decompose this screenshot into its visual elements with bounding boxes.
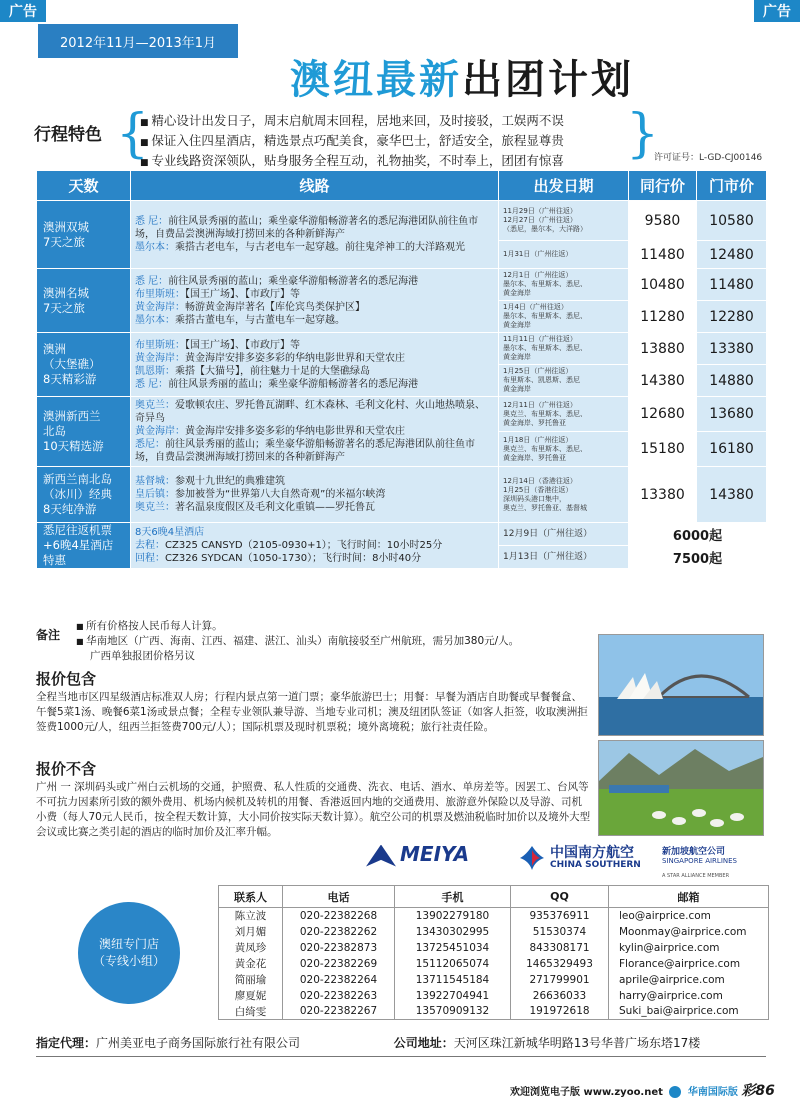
footer-rule (36, 1056, 766, 1057)
contact-row (219, 972, 769, 988)
departure-date: 1月4日（广州往返） 墨尔本、布里斯本、悉尼、 黄金海岸 (499, 301, 629, 333)
departure-date: 12月9日（广州往返） (499, 523, 629, 546)
route-desc: 前往风景秀丽的蓝山；乘坐豪华游船畅游著名的悉尼海港 (168, 378, 419, 390)
route-place: 悉 尼： (135, 275, 169, 287)
route-desc: 前往风景秀丽的蓝山；乘坐豪华游船畅游著名的悉尼海港 (168, 275, 419, 287)
store-badge (78, 902, 180, 1004)
contact-name: 黄凤珍 (219, 940, 283, 956)
contacts-table (218, 885, 769, 1020)
route-place: 布里斯班： (135, 288, 185, 300)
route-desc: 爱歌顿农庄、罗托鲁瓦湖畔、红木森林、毛利文化村、火山地热喷泉、奇异鸟 (135, 400, 485, 424)
trade-price: 11480 (629, 241, 697, 269)
schedule-table (36, 170, 767, 569)
trip-name: 澳洲 （大堡礁） 8天精彩游 (37, 333, 131, 397)
contact-name: 刘月媚 (219, 924, 283, 940)
contact-qq: 271799901 (511, 972, 609, 988)
trade-price: 10480 (629, 269, 697, 301)
footer (36, 1034, 766, 1051)
contact-phone: 020-22382263 (283, 988, 395, 1004)
meiya-logo (366, 842, 469, 867)
route-desc: 著名温泉度假区及毛利文化重镇——罗托鲁瓦 (175, 502, 375, 513)
departure-date: 11月29日（广州往返） 12月27日（广州往返） （悉尼，墨尔本，大洋路） (499, 201, 629, 241)
trip-name: 澳洲双城 7天之旅 (37, 201, 131, 269)
left-brace-icon: { (116, 104, 150, 164)
feature-item: ■ 精心设计出发日子，周末启航周末回程，居地来回，及时接驳，工娱两不误 (140, 112, 630, 132)
contact-mobile: 15112065074 (395, 956, 511, 972)
contact-mobile: 13711545184 (395, 972, 511, 988)
route-line (135, 501, 494, 514)
trade-price: 12680 (629, 397, 697, 432)
trip-route (131, 467, 499, 523)
notes-label: 备注 (36, 628, 61, 642)
route-line (135, 352, 494, 365)
route-place: 悉 尼： (135, 216, 169, 227)
agent-label: 指定代理： (36, 1036, 97, 1050)
trip-route (131, 201, 499, 269)
contact-mobile: 13902279180 (395, 908, 511, 924)
ad-tag-right: 广告 (754, 0, 800, 22)
contact-row (219, 908, 769, 924)
address: 天河区珠江新城华明路13号华普广场东塔17楼 (453, 1036, 701, 1050)
route-place: 奥克兰： (135, 400, 175, 411)
contacts-header-row (219, 886, 769, 908)
route-place: 去程： (135, 540, 165, 551)
route-line (135, 399, 494, 425)
departure-date: 1月25日（广州往返） 布里斯本、凯恩斯、悉尼 黄金海岸 (499, 365, 629, 397)
contact-email[interactable]: Moonmay@airprice.com (609, 924, 769, 940)
license-number: 许可证号：L-GD-CJ00146 (654, 153, 763, 163)
route-desc: 乘搭【大猫号】，前往魅力十足的大堡礁绿岛 (175, 365, 370, 377)
meiya-text: MEIYA (400, 842, 470, 866)
feature-item: ■ 专业线路资深领队，贴身服务全程互动，礼物抽奖，不时奉上，团团有惊喜 (140, 152, 630, 172)
contacts-header: 联系人 (219, 886, 283, 908)
contact-qq: 26636033 (511, 988, 609, 1004)
route-place: 墨尔本： (135, 314, 175, 326)
contact-name: 廖夏妮 (219, 988, 283, 1004)
contacts-header: 手机 (395, 886, 511, 908)
page-number: 彩86 (741, 1083, 775, 1099)
package-price: 6000起 (629, 523, 767, 546)
page-title (290, 48, 634, 105)
contact-email[interactable]: harry@airprice.com (609, 988, 769, 1004)
route-line (135, 365, 494, 378)
brand-text: 华南国际版 (687, 1087, 738, 1098)
route-line (135, 215, 494, 241)
route-desc: 【国王广场】、【市政厅】等 (185, 288, 300, 300)
route-desc: CZ326 SYDCAN（1050-1730）；飞行时间：8小时40分 (165, 553, 422, 564)
route-place: 黄金海岸： (135, 426, 185, 437)
departure-date: 1月31日（广州往返） (499, 241, 629, 269)
route-line (135, 378, 494, 391)
contact-row (219, 924, 769, 940)
departure-date: 12月14日（香港往返） 1月25日（香港往返） 深圳码头港口集中， 奥克兰、罗托鲁亚、基督城 (499, 467, 629, 523)
trip-name: 澳洲名城 7天之旅 (37, 269, 131, 333)
china-southern-cn: 中国南方航空 (550, 845, 634, 861)
kapok-flower-icon (518, 844, 546, 872)
trade-price: 11280 (629, 301, 697, 333)
contact-name: 白绮雯 (219, 1004, 283, 1020)
route-desc: 前往风景秀丽的蓝山；乘坐豪华游船畅游著名的悉尼海港团队前往鱼市场，自费品尝澳洲海域打捞回来的各种新鲜海产 (135, 216, 479, 240)
header-days: 天数 (37, 171, 131, 201)
departure-date: 11月11日（广州往返） 墨尔本、布里斯本、悉尼、 黄金海岸 (499, 333, 629, 365)
contact-phone: 020-22382873 (283, 940, 395, 956)
schedule-row (37, 269, 767, 301)
trade-price: 15180 (629, 432, 697, 467)
contact-qq: 51530374 (511, 924, 609, 940)
retail-price: 13680 (697, 397, 767, 432)
contact-mobile: 13922704941 (395, 988, 511, 1004)
contact-phone: 020-22382268 (283, 908, 395, 924)
feature-item: ■ 保证入住四星酒店，精选景点巧配美食，豪华巴士，舒适安全，旅程显尊贵 (140, 132, 630, 152)
notes-list (76, 619, 596, 663)
contact-phone: 020-22382262 (283, 924, 395, 940)
new-zealand-sheep-photo (598, 740, 764, 836)
route-line (135, 241, 494, 254)
route-line (135, 488, 494, 501)
contact-phone: 020-22382267 (283, 1004, 395, 1020)
trade-price: 9580 (629, 201, 697, 241)
trade-price: 14380 (629, 365, 697, 397)
address-label: 公司地址： (393, 1036, 454, 1050)
route-line (135, 288, 494, 301)
contact-name: 黄金花 (219, 956, 283, 972)
route-desc: 黄金海岸安排多姿多彩的华纳电影世界和天堂农庄 (185, 426, 405, 437)
trade-price: 13380 (629, 467, 697, 523)
departure-date: 12月1日（广州往返） 墨尔本、布里斯本、悉尼、 黄金海岸 (499, 269, 629, 301)
route-desc: 参观十九世纪的典雅建筑 (175, 476, 285, 487)
route-line (135, 301, 494, 314)
route-place: 悉尼： (135, 439, 165, 450)
route-place: 墨尔本： (135, 242, 175, 253)
contact-row (219, 988, 769, 1004)
schedule-row (37, 201, 767, 241)
title-highlight: 澳纽最新 (290, 57, 462, 103)
contact-email[interactable]: kylin@airprice.com (609, 940, 769, 956)
departure-date: 1月18日（广州往返） 奥克兰、布里斯本、悉尼、 黄金海岸、罗托鲁亚 (499, 432, 629, 467)
route-desc: 参加被誉为“世界第八大自然奇观”的米福尔峡湾 (175, 489, 386, 500)
route-place: 回程： (135, 553, 165, 564)
meiya-mark-icon (366, 845, 396, 867)
contact-phone: 020-22382264 (283, 972, 395, 988)
contact-email[interactable]: leo@airprice.com (609, 908, 769, 924)
route-desc: 【国王广场】、【市政厅】等 (185, 339, 300, 351)
header-departure: 出发日期 (499, 171, 629, 201)
contact-qq: 935376911 (511, 908, 609, 924)
includes-body: 全程当地市区四星级酒店标准双人房；行程内景点第一道门票；豪华旅游巴士；用餐：早餐为酒店自助餐或早餐餐盒、午餐5菜1汤、晚餐6菜1汤或景点餐；全程专业领队兼导游、当地专业司机；澳及纽团队签证（如客人拒签，收取澳洲拒签费1000元/人，纽西兰拒签费700元/人）；国际机票及现时机票税；境外离境税；旅行社责任险。 (36, 691, 588, 733)
note-item: ■ 所有价格按人民币每人计算。 (76, 619, 596, 634)
note-item: ■ 华南地区（广西、海南、江西、福建、湛江、汕头）南航接驳至广州航班，需另加380元/人。 (76, 634, 596, 649)
trip-route (131, 523, 499, 569)
route-place: 基督城： (135, 476, 175, 487)
retail-price: 11480 (697, 269, 767, 301)
route-desc: 黄金海岸安排多姿多彩的华纳电影世界和天堂农庄 (185, 352, 405, 364)
contacts-header: 邮箱 (609, 886, 769, 908)
route-line (135, 526, 494, 539)
features-label: 行程特色 (34, 125, 102, 145)
china-southern-logo (518, 842, 648, 874)
trip-route (131, 333, 499, 397)
contact-mobile: 13725451034 (395, 940, 511, 956)
retail-price: 12480 (697, 241, 767, 269)
retail-price: 14880 (697, 365, 767, 397)
retail-price: 12280 (697, 301, 767, 333)
header-trade-price: 同行价 (629, 171, 697, 201)
route-desc: 乘搭古董电车，与古董电车一起穿越。 (175, 314, 345, 326)
route-place: 奥克兰： (135, 502, 175, 513)
brand-icon (669, 1086, 681, 1098)
contact-email[interactable]: Suki_bai@airprice.com (609, 1004, 769, 1020)
page-bottom (510, 1080, 775, 1100)
singapore-airlines-logo (662, 844, 737, 879)
contact-qq: 191972618 (511, 1004, 609, 1020)
package-price: 7500起 (629, 546, 767, 569)
schedule-row (37, 333, 767, 365)
header-retail-price: 门市价 (697, 171, 767, 201)
contact-mobile: 13570909132 (395, 1004, 511, 1020)
route-line (135, 314, 494, 327)
contact-row (219, 1004, 769, 1020)
route-line (135, 425, 494, 438)
departure-date: 1月13日（广州往返） (499, 546, 629, 569)
contacts-header: 电话 (283, 886, 395, 908)
contact-row (219, 940, 769, 956)
trip-name: 澳洲新西兰 北岛 10天精选游 (37, 397, 131, 467)
route-line (135, 552, 494, 565)
route-line (135, 438, 494, 464)
contact-email[interactable]: Florance@airprice.com (609, 956, 769, 972)
sydney-opera-house-photo (598, 634, 764, 736)
trip-name: 悉尼往返机票 +6晚4星酒店特惠 (37, 523, 131, 569)
retail-price: 14380 (697, 467, 767, 523)
singapore-cn: 新加坡航空公司 (662, 847, 726, 857)
features-list (140, 112, 630, 172)
contact-row (219, 956, 769, 972)
route-desc: 畅游黄金海岸著名【库伦宾鸟类保护区】 (185, 301, 365, 313)
contact-email[interactable]: aprile@airprice.com (609, 972, 769, 988)
excludes-title: 报价不含 (36, 760, 97, 778)
route-place: 悉 尼： (135, 378, 169, 390)
note-extra: 广西单独报团价格另议 (90, 650, 195, 662)
singapore-en: SINGAPORE AIRLINES (662, 857, 737, 865)
contact-qq: 1465329493 (511, 956, 609, 972)
agent-name: 广州美亚电子商务国际旅行社有限公司 (96, 1036, 301, 1050)
route-line (135, 539, 494, 552)
route-desc: CZ325 CANSYD（2105-0930+1）；飞行时间：10小时25分 (165, 540, 443, 551)
schedule-row (37, 467, 767, 523)
trip-name: 新西兰南北岛 （冰川）经典 8天纯净游 (37, 467, 131, 523)
route-line (135, 339, 494, 352)
header-route: 线路 (131, 171, 499, 201)
route-place: 凯恩斯： (135, 365, 175, 377)
route-place: 黄金海岸： (135, 301, 185, 313)
badge-line1: 澳纽专门店 (98, 937, 159, 951)
china-southern-en: CHINA SOUTHERN (550, 860, 641, 870)
contact-mobile: 13430302995 (395, 924, 511, 940)
promo-text: 欢迎浏览电子版 www.zyoo.net (510, 1087, 663, 1098)
route-line (135, 275, 494, 288)
route-place: 布里斯班： (135, 339, 185, 351)
contact-name: 陈立波 (219, 908, 283, 924)
route-desc: 前往风景秀丽的蓝山；乘坐豪华游船畅游著名的悉尼海港团队前往鱼市场，自费品尝澳洲海域打捞回来的各种新鲜海产 (135, 439, 475, 463)
route-line (135, 475, 494, 488)
contact-phone: 020-22382269 (283, 956, 395, 972)
right-brace-icon: } (626, 104, 660, 164)
retail-price: 16180 (697, 432, 767, 467)
schedule-row (37, 397, 767, 432)
excludes-body: 广州 一 深圳码头或广州白云机场的交通，护照费、私人性质的交通费、洗衣、电话、酒水、单房差等。因罢工、台风等不可抗力因素所引致的额外费用、机场内候机及转机的用餐、香港返回内地的交通费用、旅游意外保险以及导游、司机小费（每人70元人民币，按全程天数计算，大小同价按实际天数计算）。航空公司的机票及燃油税临时加价以及境外大型会议或比赛之类引起的酒店的临时加价及汇率升幅。 (36, 781, 591, 838)
singapore-sub: A STAR ALLIANCE MEMBER (662, 873, 730, 879)
route-place: 8天6晚4星酒店 (135, 527, 205, 538)
badge-line2: （专线小组） (92, 954, 165, 968)
retail-price: 13380 (697, 333, 767, 365)
trade-price: 13880 (629, 333, 697, 365)
date-range-banner: 2012年11月—2013年1月 (38, 24, 238, 58)
ad-tag-left: 广告 (0, 0, 46, 22)
route-place: 皇后镇： (135, 489, 175, 500)
title-rest: 出团计划 (462, 57, 634, 103)
contact-name: 简丽瑜 (219, 972, 283, 988)
route-desc: 乘搭古老电车，与古老电车一起穿越。前往鬼斧神工的大洋路观光 (175, 242, 465, 253)
contact-qq: 843308171 (511, 940, 609, 956)
departure-date: 12月11日（广州往返） 奥克兰、布里斯本、悉尼、 黄金海岸、罗托鲁亚 (499, 397, 629, 432)
includes-title: 报价包含 (36, 670, 97, 688)
schedule-row (37, 523, 767, 546)
route-place: 黄金海岸： (135, 352, 185, 364)
schedule-header-row (37, 171, 767, 201)
contacts-header: QQ (511, 886, 609, 908)
trip-route (131, 269, 499, 333)
retail-price: 10580 (697, 201, 767, 241)
trip-route (131, 397, 499, 467)
